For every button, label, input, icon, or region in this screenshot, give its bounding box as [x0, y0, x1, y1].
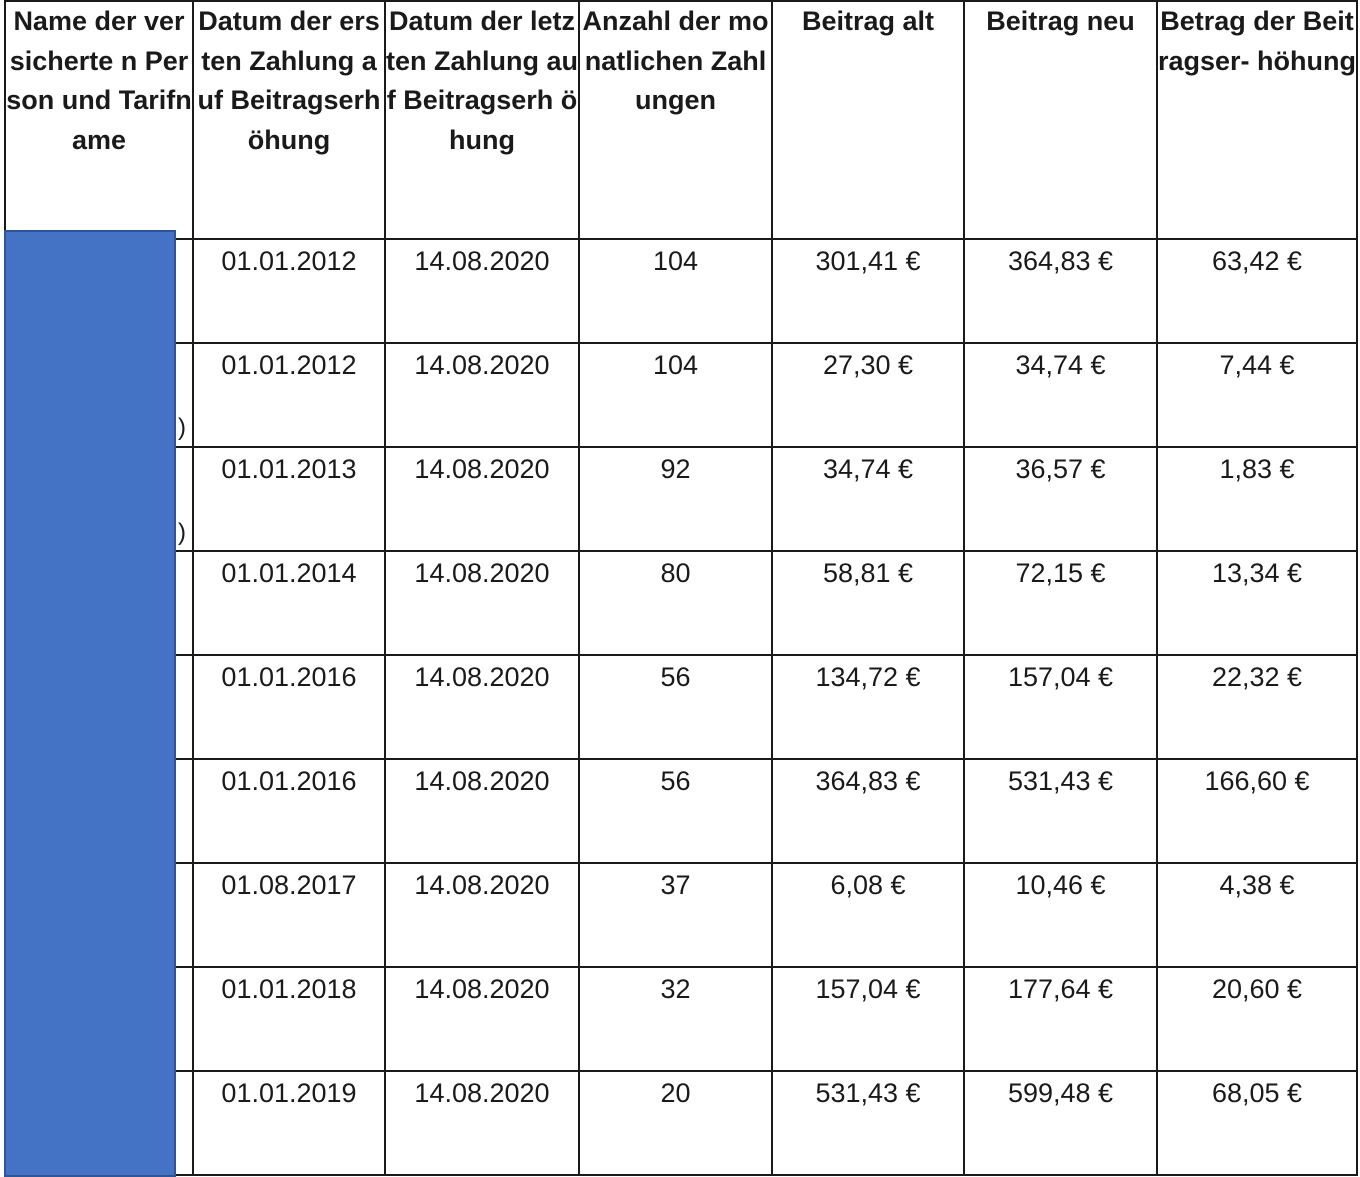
last-payment-date-cell: 14.08.2020: [385, 551, 579, 655]
first-payment-date-cell: 01.01.2014: [193, 551, 385, 655]
first-payment-date-cell: 01.01.2019: [193, 1071, 385, 1175]
new-contribution-cell: 34,74 €: [964, 343, 1157, 447]
payments-count-cell: 56: [579, 759, 772, 863]
table-row: [5, 759, 1357, 863]
table-row: [5, 551, 1357, 655]
table-row: [5, 447, 1357, 551]
increase-amount-cell: 63,42 €: [1157, 239, 1357, 343]
new-contribution-cell: 72,15 €: [964, 551, 1157, 655]
last-payment-date-cell: 14.08.2020: [385, 343, 579, 447]
new-contribution-cell: 364,83 €: [964, 239, 1157, 343]
old-contribution-cell: 364,83 €: [772, 759, 964, 863]
contribution-increase-table: [4, 0, 1358, 1176]
increase-amount-cell: 7,44 €: [1157, 343, 1357, 447]
increase-amount-cell: 68,05 €: [1157, 1071, 1357, 1175]
increase-amount-cell: 4,38 €: [1157, 863, 1357, 967]
payments-count-cell: 37: [579, 863, 772, 967]
first-payment-date-cell: 01.01.2013: [193, 447, 385, 551]
redaction-block: [4, 230, 176, 1177]
last-payment-date-cell: 14.08.2020: [385, 239, 579, 343]
table-row: [5, 863, 1357, 967]
old-contribution-cell: 301,41 €: [772, 239, 964, 343]
table-row: [5, 239, 1357, 343]
first-payment-date-cell: 01.01.2018: [193, 967, 385, 1071]
new-contribution-cell: 599,48 €: [964, 1071, 1157, 1175]
cropped-text-fragment: ): [178, 414, 186, 441]
old-contribution-cell: 157,04 €: [772, 967, 964, 1071]
header-new-contribution: Beitrag neu: [964, 1, 1157, 239]
first-payment-date-cell: 01.01.2012: [193, 343, 385, 447]
first-payment-date-cell: 01.08.2017: [193, 863, 385, 967]
last-payment-date-cell: 14.08.2020: [385, 1071, 579, 1175]
payments-count-cell: 32: [579, 967, 772, 1071]
old-contribution-cell: 134,72 €: [772, 655, 964, 759]
last-payment-date-cell: 14.08.2020: [385, 447, 579, 551]
header-monthly-payments-count: Anzahl der monatlichen Zahlungen: [579, 1, 772, 239]
old-contribution-cell: 58,81 €: [772, 551, 964, 655]
payments-count-cell: 20: [579, 1071, 772, 1175]
header-increase-amount: Betrag der Beitragser- höhung: [1157, 1, 1357, 239]
new-contribution-cell: 36,57 €: [964, 447, 1157, 551]
table-row: [5, 655, 1357, 759]
old-contribution-cell: 27,30 €: [772, 343, 964, 447]
first-payment-date-cell: 01.01.2016: [193, 655, 385, 759]
header-last-payment-date: Datum der letzten Zahlung auf Beitragserh öhung: [385, 1, 579, 239]
increase-amount-cell: 22,32 €: [1157, 655, 1357, 759]
table-row: [5, 343, 1357, 447]
increase-amount-cell: 20,60 €: [1157, 967, 1357, 1071]
header-row: [5, 1, 1357, 239]
new-contribution-cell: 10,46 €: [964, 863, 1157, 967]
new-contribution-cell: 531,43 €: [964, 759, 1157, 863]
first-payment-date-cell: 01.01.2012: [193, 239, 385, 343]
last-payment-date-cell: 14.08.2020: [385, 655, 579, 759]
payments-count-cell: 56: [579, 655, 772, 759]
cropped-text-fragment: ): [178, 519, 186, 546]
new-contribution-cell: 157,04 €: [964, 655, 1157, 759]
table-row: [5, 1071, 1357, 1175]
contribution-increase-table-wrap: [4, 0, 1356, 1177]
table-row: [5, 967, 1357, 1071]
first-payment-date-cell: 01.01.2016: [193, 759, 385, 863]
header-old-contribution: Beitrag alt: [772, 1, 964, 239]
old-contribution-cell: 6,08 €: [772, 863, 964, 967]
last-payment-date-cell: 14.08.2020: [385, 863, 579, 967]
increase-amount-cell: 1,83 €: [1157, 447, 1357, 551]
header-first-payment-date: Datum der ersten Zahlung auf Beitragserh öhung: [193, 1, 385, 239]
payments-count-cell: 80: [579, 551, 772, 655]
increase-amount-cell: 166,60 €: [1157, 759, 1357, 863]
old-contribution-cell: 531,43 €: [772, 1071, 964, 1175]
last-payment-date-cell: 14.08.2020: [385, 759, 579, 863]
payments-count-cell: 104: [579, 239, 772, 343]
header-insured-person: Name der versicherte n Person und Tarifname: [5, 1, 193, 239]
old-contribution-cell: 34,74 €: [772, 447, 964, 551]
increase-amount-cell: 13,34 €: [1157, 551, 1357, 655]
payments-count-cell: 92: [579, 447, 772, 551]
last-payment-date-cell: 14.08.2020: [385, 967, 579, 1071]
payments-count-cell: 104: [579, 343, 772, 447]
new-contribution-cell: 177,64 €: [964, 967, 1157, 1071]
